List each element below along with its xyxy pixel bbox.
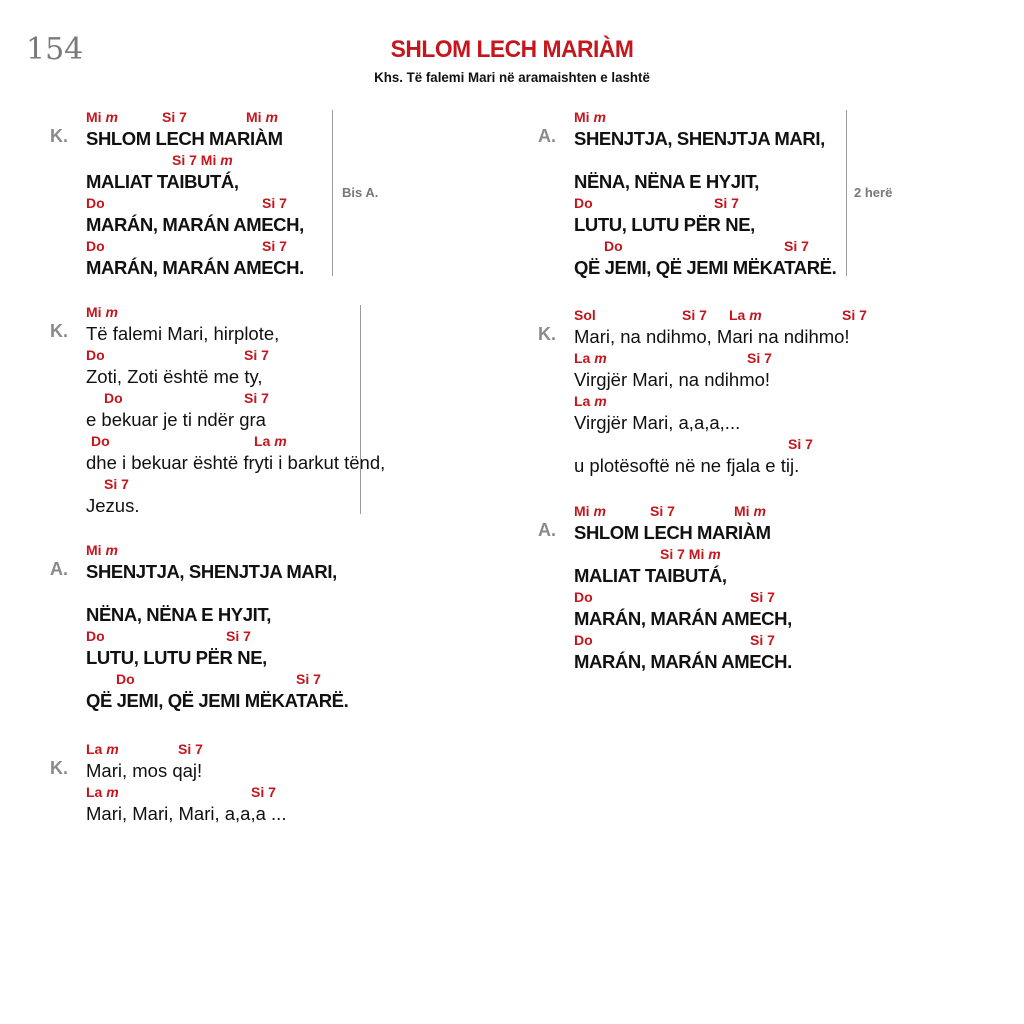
chord: Si 7 (784, 238, 809, 254)
chord-line (574, 306, 1014, 324)
chord: Si 7 (178, 741, 203, 757)
chord-line (86, 740, 526, 758)
chord: Si 7 (788, 436, 813, 452)
chord-line (86, 237, 526, 255)
lyric-line: Virgjër Mari, a,a,a,... (574, 412, 741, 433)
chord: Do (86, 347, 105, 363)
lyric-line: MARÁN, MARÁN AMECH, (574, 608, 792, 629)
chord: Si 7 (682, 307, 707, 323)
chord: Mi m (574, 109, 606, 125)
chord: Si 7 (842, 307, 867, 323)
chord-line (86, 475, 526, 493)
lyric-line: e bekuar je ti ndër gra (86, 409, 266, 430)
lyric-line: LUTU, LUTU PËR NE, (86, 647, 267, 668)
part-label: A. (538, 126, 556, 146)
chord: Mi m (734, 503, 766, 519)
chord: La m (86, 741, 119, 757)
lyric-line: Mari, na ndihmo, Mari na ndihmo! (574, 326, 850, 347)
lyric-line: Mari, mos qaj! (86, 760, 203, 781)
verse-block (50, 740, 526, 826)
chord: Mi m (86, 542, 118, 558)
chord: Mi m (86, 304, 118, 320)
chord: La m (574, 393, 607, 409)
chord: Si 7 (226, 628, 251, 644)
chord: Mi m (574, 503, 606, 519)
chord: Si 7 (750, 632, 775, 648)
lyric-line: SHLOM LECH MARIÀM (86, 128, 283, 149)
repeat-note: 2 herë (854, 185, 893, 200)
verse-block (50, 541, 526, 713)
chord: Si 7 (750, 589, 775, 605)
part-label: K. (50, 126, 68, 146)
verse-block (50, 303, 526, 518)
repeat-bracket (846, 110, 847, 276)
lyric-line: MARÁN, MARÁN AMECH. (574, 651, 792, 672)
lyric-line: SHENJTJA, SHENJTJA MARI, (86, 561, 337, 582)
part-label: A. (50, 559, 68, 579)
song-subtitle: Khs. Të falemi Mari në aramaishten e lashtë (374, 69, 650, 85)
chord: Do (86, 238, 105, 254)
chord: Do (574, 195, 593, 211)
chord: Do (116, 671, 135, 687)
lyric-line: MALIAT TAIBUTÁ, (86, 171, 239, 192)
chord: Si 7 (262, 195, 287, 211)
chord: Si 7 (104, 476, 129, 492)
chord: Si 7 (262, 238, 287, 254)
chord-line (86, 670, 526, 688)
repeat-bracket (332, 110, 333, 276)
lyric-line: Zoti, Zoti është me ty, (86, 366, 263, 387)
chord: Do (104, 390, 123, 406)
chord: Si 7 (251, 784, 276, 800)
chord-line (574, 108, 1014, 126)
lyric-line: Të falemi Mari, hirplote, (86, 323, 280, 344)
chord: Si 7 (296, 671, 321, 687)
part-label: K. (50, 321, 68, 341)
lyric-line: Jezus. (86, 495, 140, 516)
chord: Mi m (246, 109, 278, 125)
chord-line (574, 435, 1014, 453)
chord: Do (86, 195, 105, 211)
lyric-line: Virgjër Mari, na ndihmo! (574, 369, 771, 390)
chord-line (86, 432, 526, 450)
chord: Si 7 (650, 503, 675, 519)
chord: Do (86, 628, 105, 644)
chord-line (86, 346, 526, 364)
chord-line (574, 194, 1014, 212)
chord-line (86, 389, 526, 407)
song-title: SHLOM LECH MARIÀM (390, 36, 634, 63)
lyric-line: MARÁN, MARÁN AMECH, (86, 214, 304, 235)
chord-line (86, 303, 526, 321)
chord: La m (729, 307, 762, 323)
chord-line (574, 349, 1014, 367)
chord: Mi m (86, 109, 118, 125)
chord: Si 7 Mi m (172, 152, 233, 168)
verse-block (50, 108, 526, 280)
chord: Do (91, 433, 110, 449)
chord-line (574, 588, 1014, 606)
verse-block (538, 306, 1014, 478)
part-label: K. (538, 324, 556, 344)
lyric-line: dhe i bekuar është fryti i barkut tënd, (86, 452, 386, 473)
chord-line (86, 151, 526, 169)
repeat-bracket (360, 305, 361, 514)
verse-block (538, 502, 1014, 674)
part-label: A. (538, 520, 556, 540)
lyric-line: MARÁN, MARÁN AMECH. (86, 257, 304, 278)
page-number: 154 (26, 32, 84, 67)
chord-line (574, 631, 1014, 649)
chord: La m (574, 350, 607, 366)
chord-line (86, 783, 526, 801)
part-label: K. (50, 758, 68, 778)
chord: Si 7 (244, 390, 269, 406)
lyric-line: NËNA, NËNA E HYJIT, (574, 171, 759, 192)
lyric-line: NËNA, NËNA E HYJIT, (86, 604, 271, 625)
chord: Si 7 (162, 109, 187, 125)
chord: Si 7 Mi m (660, 546, 721, 562)
repeat-note: Bis A. (342, 185, 379, 200)
chord: Do (574, 632, 593, 648)
chord: Si 7 (714, 195, 739, 211)
lyric-line: QË JEMI, QË JEMI MËKATARË. (574, 257, 837, 278)
chord: Do (604, 238, 623, 254)
lyric-line: QË JEMI, QË JEMI MËKATARË. (86, 690, 349, 711)
chord: Si 7 (244, 347, 269, 363)
chord-line (574, 392, 1014, 410)
chord-line (574, 237, 1014, 255)
chord-line (574, 545, 1014, 563)
chord: Si 7 (747, 350, 772, 366)
chord-line (574, 502, 1014, 520)
chord: La m (86, 784, 119, 800)
chord-line (86, 627, 526, 645)
verse-block (538, 108, 1014, 280)
chord-line (86, 194, 526, 212)
lyric-line: SHENJTJA, SHENJTJA MARI, (574, 128, 825, 149)
lyric-line: Mari, Mari, Mari, a,a,a ... (86, 803, 287, 824)
lyric-line: u plotësoftë në ne fjala e tij. (574, 455, 800, 476)
chord-line (86, 541, 526, 559)
lyric-line: MALIAT TAIBUTÁ, (574, 565, 727, 586)
chord: Do (574, 589, 593, 605)
lyric-line: SHLOM LECH MARIÀM (574, 522, 771, 543)
chord: La m (254, 433, 287, 449)
lyric-line: LUTU, LUTU PËR NE, (574, 214, 755, 235)
chord-line (86, 108, 526, 126)
chord: Sol (574, 307, 596, 323)
